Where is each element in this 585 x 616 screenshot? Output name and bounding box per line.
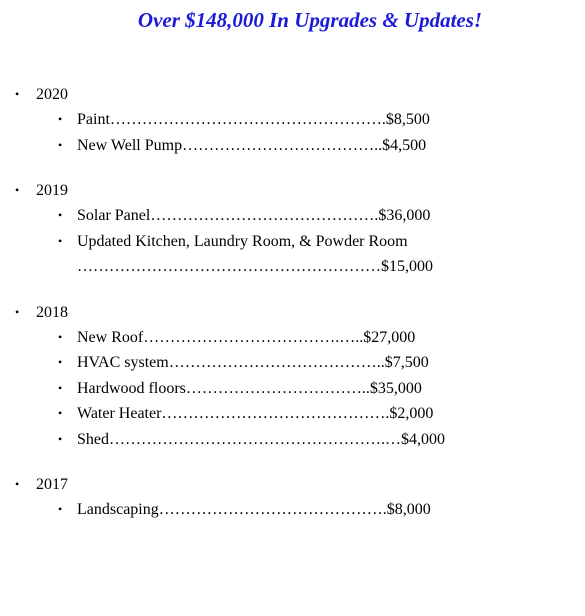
upgrade-item-text: Hardwood floors……………………………..$35,000 bbox=[77, 379, 422, 397]
upgrade-item bbox=[0, 427, 445, 453]
bullet-icon: • bbox=[58, 112, 63, 126]
upgrade-item-text: New Well Pump………………………………..$4,500 bbox=[77, 136, 427, 154]
upgrades-list bbox=[0, 82, 445, 543]
upgrade-item bbox=[0, 376, 445, 402]
year-text: 2019 bbox=[36, 182, 68, 199]
upgrade-items bbox=[0, 325, 445, 453]
bullet-icon: • bbox=[15, 477, 20, 491]
upgrade-item-text: HVAC system…………………………………..$7,500 bbox=[77, 354, 429, 371]
upgrade-item-text: New Roof……………………………….…..$27,000 bbox=[77, 328, 416, 346]
bullet-icon: • bbox=[58, 137, 63, 152]
year-label bbox=[0, 472, 445, 497]
upgrade-item-text: Solar Panel…………………………………….$36,000 bbox=[77, 207, 431, 224]
bullet-icon: • bbox=[58, 329, 63, 344]
bullet-icon: • bbox=[58, 355, 63, 369]
upgrade-item-text: Water Heater…………………………………….$2,000 bbox=[77, 405, 434, 422]
upgrade-item-text: Landscaping…………………………………….$8,000 bbox=[77, 501, 431, 518]
upgrade-item bbox=[0, 133, 445, 159]
upgrade-item bbox=[0, 401, 445, 427]
upgrade-item-text: Shed…………………………………………….…$4,000 bbox=[77, 430, 445, 448]
bullet-icon: • bbox=[15, 87, 20, 101]
upgrade-item-text: Updated Kitchen, Laundry Room, & Powder Room bbox=[77, 232, 408, 250]
upgrade-items bbox=[0, 203, 445, 280]
bullet-icon: • bbox=[58, 406, 63, 420]
year-group-2018 bbox=[0, 300, 445, 453]
bullet-icon: • bbox=[58, 233, 63, 248]
year-label bbox=[0, 178, 445, 203]
page-title: Over $148,000 In Upgrades & Updates! bbox=[137, 8, 483, 32]
upgrade-item bbox=[0, 229, 445, 280]
bullet-icon: • bbox=[58, 502, 63, 516]
upgrade-item bbox=[0, 203, 445, 229]
bullet-icon: • bbox=[15, 183, 20, 197]
bullet-icon: • bbox=[58, 431, 63, 446]
year-group-2017 bbox=[0, 472, 445, 523]
bullet-icon: • bbox=[58, 208, 63, 222]
year-group-2019 bbox=[0, 178, 445, 280]
year-label bbox=[0, 82, 445, 107]
upgrade-item-text: Paint…………………………………………….$8,500 bbox=[77, 111, 430, 128]
year-text: 2018 bbox=[36, 303, 68, 321]
year-label bbox=[0, 300, 445, 325]
upgrade-item bbox=[0, 107, 445, 133]
upgrade-item-price-line: …………………………………………………$15,000 bbox=[77, 258, 433, 275]
upgrade-item bbox=[0, 350, 445, 376]
bullet-icon: • bbox=[58, 380, 63, 395]
year-text: 2020 bbox=[36, 86, 68, 103]
year-text: 2017 bbox=[36, 476, 68, 493]
upgrade-item bbox=[0, 325, 445, 351]
upgrade-items bbox=[0, 107, 445, 158]
upgrade-item bbox=[0, 497, 445, 523]
year-group-2020 bbox=[0, 82, 445, 158]
bullet-icon: • bbox=[15, 304, 20, 319]
upgrade-items bbox=[0, 497, 445, 523]
